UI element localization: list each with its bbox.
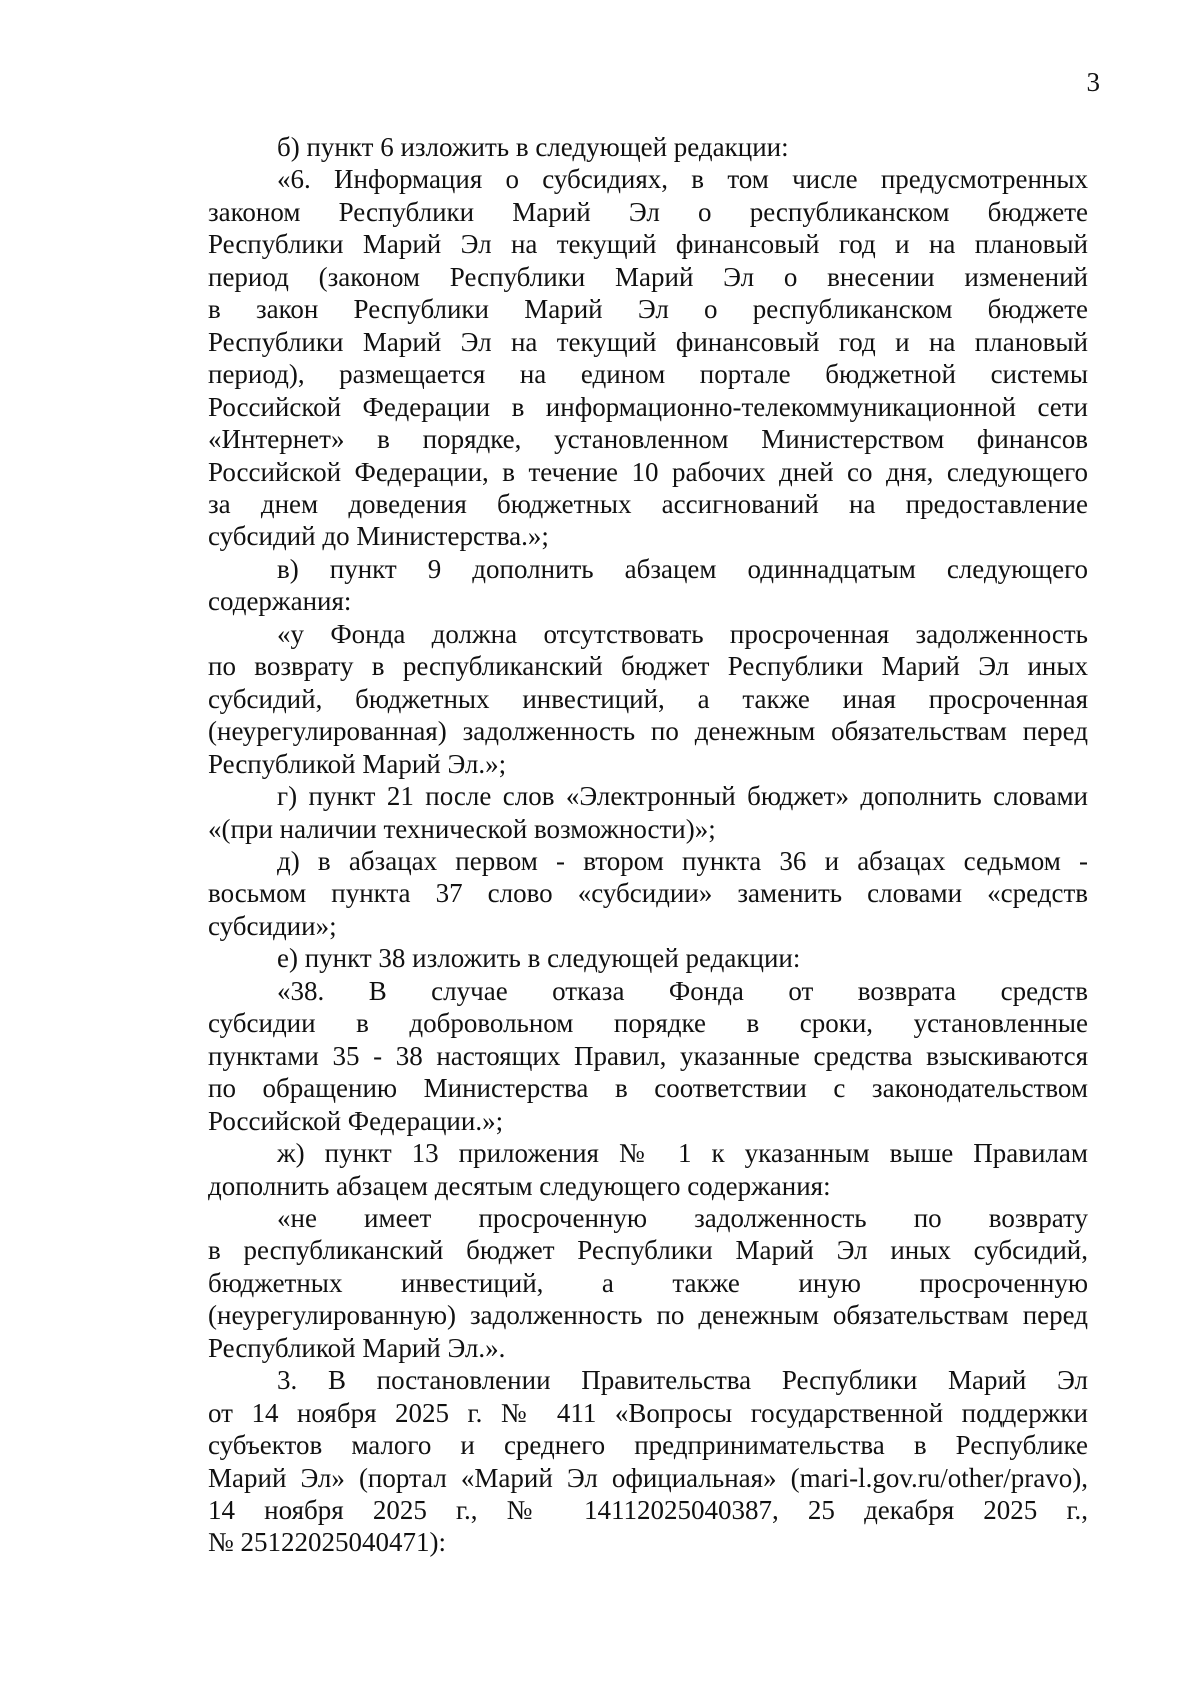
- text-line: е) пункт 38 изложить в следующей редакции:: [277, 943, 801, 974]
- text-line: Российской Федерации.»;: [208, 1105, 504, 1136]
- text-line: Марий Эл» (портал «Марий Эл официальная» (mari-l.gov.ru/other/pravo),: [208, 1462, 1088, 1493]
- text-line: Республики Марий Эл на текущий финансовый год и на плановый: [208, 326, 1088, 357]
- text-line: в) пункт 9 дополнить абзацем одиннадцатым следующего: [277, 553, 1088, 584]
- text-line: «6. Информация о субсидиях, в том числе предусмотренных: [277, 164, 1088, 195]
- text-line: субсидий, бюджетных инвестиций, а также иная просроченная: [208, 683, 1088, 714]
- text-line: за днем доведения бюджетных ассигнований на предоставление: [208, 488, 1088, 519]
- text-line: субъектов малого и среднего предпринимательства в Республике: [208, 1430, 1088, 1461]
- text-line: ж) пункт 13 приложения № 1 к указанным выше Правилам: [277, 1138, 1088, 1169]
- text-line: по обращению Министерства в соответствии с законодательством: [208, 1073, 1088, 1104]
- text-line: «(при наличии технической возможности)»;: [208, 813, 716, 844]
- text-line: период), размещается на едином портале бюджетной системы: [208, 359, 1088, 390]
- text-line: субсидии в добровольном порядке в сроки, установленные: [208, 1008, 1088, 1039]
- text-line: «не имеет просроченную задолженность по возврату: [277, 1202, 1088, 1233]
- text-line: г) пункт 21 после слов «Электронный бюджет» дополнить словами: [277, 781, 1088, 812]
- text-line: «у Фонда должна отсутствовать просроченная задолженность: [277, 618, 1088, 649]
- text-line: содержания:: [208, 586, 352, 617]
- text-line: период (законом Республики Марий Эл о внесении изменений: [208, 261, 1088, 292]
- text-line: пунктами 35 - 38 настоящих Правил, указанные средства взыскиваются: [208, 1040, 1088, 1071]
- text-line: субсидий до Министерства.»;: [208, 521, 549, 552]
- text-line: д) в абзацах первом - втором пункта 36 и абзацах седьмом -: [277, 845, 1088, 876]
- text-line: (неурегулированную) задолженность по денежным обязательствам перед: [208, 1300, 1088, 1331]
- text-line: б) пункт 6 изложить в следующей редакции:: [277, 132, 789, 162]
- text-line: в республиканский бюджет Республики Марий Эл иных субсидий,: [208, 1235, 1088, 1266]
- text-line: Российской Федерации, в течение 10 рабочих дней со дня, следующего: [208, 456, 1088, 487]
- text-line: по возврату в республиканский бюджет Республики Марий Эл иных: [208, 651, 1088, 682]
- text-line: законом Республики Марий Эл о республиканском бюджете: [208, 196, 1088, 227]
- text-line: «38. В случае отказа Фонда от возврата средств: [277, 975, 1088, 1006]
- text-line: Российской Федерации в информационно-телекоммуникационной сети: [208, 391, 1088, 422]
- text-line: бюджетных инвестиций, а также иную просроченную: [208, 1267, 1088, 1298]
- page-number: 3: [1086, 67, 1100, 97]
- text-line: восьмом пункта 37 слово «субсидии» заменить словами «средств: [208, 878, 1088, 909]
- text-line: 3. В постановлении Правительства Республики Марий Эл: [277, 1365, 1088, 1396]
- text-line: субсидии»;: [208, 910, 337, 941]
- text-line: Республики Марий Эл на текущий финансовый год и на плановый: [208, 229, 1088, 260]
- document-body: [208, 131, 1088, 1559]
- text-line: «Интернет» в порядке, установленном Министерством финансов: [208, 424, 1088, 455]
- text-line: 14 ноября 2025 г., № 14112025040387, 25 декабря 2025 г.,: [208, 1495, 1088, 1526]
- text-line: в закон Республики Марий Эл о республиканском бюджете: [208, 294, 1088, 325]
- text-line: Республикой Марий Эл.»;: [208, 748, 507, 779]
- text-line: от 14 ноября 2025 г. № 411 «Вопросы государственной поддержки: [208, 1397, 1088, 1428]
- text-line: (неурегулированная) задолженность по денежным обязательствам перед: [208, 716, 1088, 747]
- text-line: Республикой Марий Эл.».: [208, 1332, 506, 1363]
- text-line: дополнить абзацем десятым следующего содержания:: [208, 1170, 831, 1201]
- text-line: № 25122025040471):: [208, 1527, 447, 1558]
